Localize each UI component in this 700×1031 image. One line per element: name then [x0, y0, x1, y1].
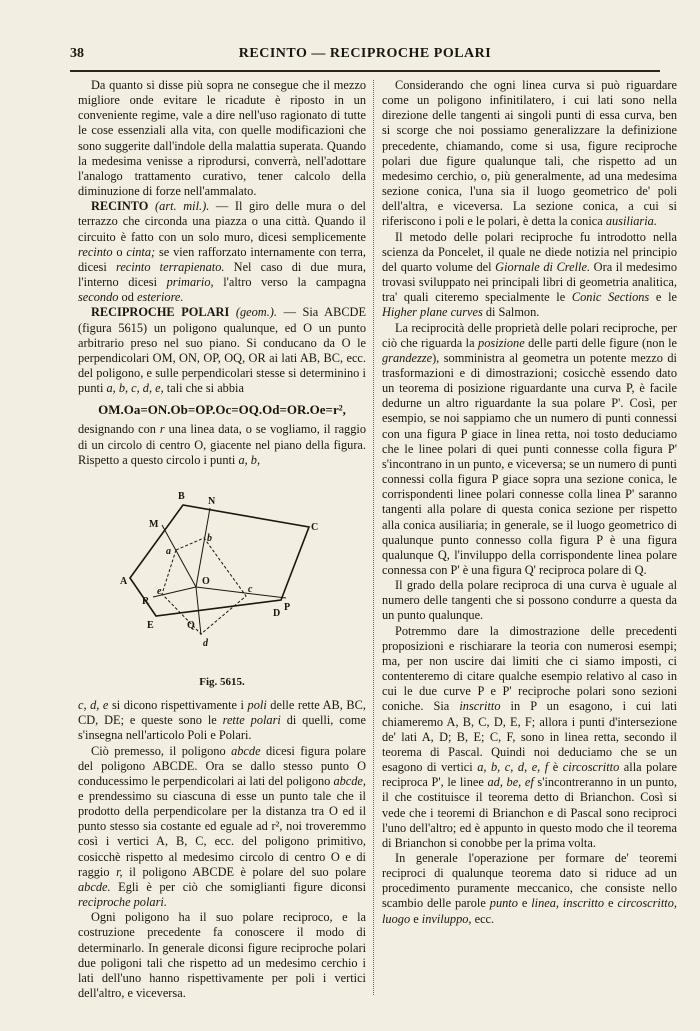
polygon-diagram — [78, 470, 366, 675]
text-span: di Salmon. — [482, 305, 540, 320]
text-span: Nel caso di due mura, l'interno dicesi — [78, 259, 366, 290]
label-a: a — [166, 545, 171, 557]
italic-span: primario, — [166, 275, 214, 290]
italic-span: Higher plane curves — [382, 305, 483, 320]
text-span: od — [118, 290, 137, 305]
italic-span: recinto terrapienato. — [115, 259, 225, 274]
figure-caption: Fig. 5615. — [199, 675, 245, 688]
label-N: N — [208, 495, 216, 507]
entry-tag: (art. mil.). — [155, 199, 210, 214]
paragraph-ricadute: Da quanto si disse più sopra ne consegue che il mezzo migliore onde evitare le ricadute è riposto in un conveniente regime, vale a dire nell'uso ragionato di tutte le cose essenziali alla vita, con quelle modificazioni che sono suggerite dall'indole della malattia superata. Quando la medesima venisse a riprodursi, converrà, nell'adottare l'analogo trattamento curativo, tener calcolo della diminuzione di forze nell'ammalato. — [78, 78, 366, 199]
text-span: ecc. — [471, 911, 495, 926]
label-Q: Q — [187, 619, 195, 631]
italic-span: grandezze — [382, 350, 433, 365]
text-span: Ora il medesimo trovasi sviluppato nei principali libri di geometria analitica, tra' quali citeremo specialmente le — [382, 259, 677, 305]
label-e: e — [157, 585, 162, 597]
text-span: ), somministra al geometra un potente mezzo di trasformazioni e di dimostrazioni; cosicchè essendo dato un teorema di posizione riguardante una curva P, è facile dedurne un altro riguardante la sua polare P'. Così, per esempio, se noi sappiamo che un numero di punti connessi con una figura P giace in linea retta, noi tosto deduciamo che le linee polari di quei punti connesse colla figura P' s'incontrano in un punto, e viceversa; se un numero di punti connessi colla figura P giace sopra una sezione conica, le corrispondenti linee polari connesse colla linea P' saranno tangenti alla polare di questa conica sezione per rispetto alla conica ausiliaria; in generale, se il luogo geometrico di qualunque punto connesso colla figura P è una figura qualunque Q, l'inviluppo della corrispondente linea polare connessa con P' è una figura Q' reciproca polare di Q. — [382, 350, 677, 577]
paragraph-dimostrazione — [382, 624, 677, 851]
paragraph-grado: Il grado della polare reciproca di una curva è uguale al numero delle tangenti che si possono condurre a questa da un punto qualunque. — [382, 578, 677, 623]
text-span: La reciprocità delle proprietà delle polari reciproche, per ciò che riguarda la — [382, 320, 677, 350]
italic-span: r — [159, 422, 165, 437]
paragraph-poli — [78, 698, 366, 743]
right-column — [382, 78, 677, 927]
label-P: P — [284, 601, 291, 613]
label-C: C — [311, 521, 319, 533]
text-span: tali che si abbia — [163, 381, 244, 396]
entry-reciproche-polari — [78, 305, 366, 396]
italic-span: circoscritto — [562, 760, 620, 775]
paragraph-ogni-poligono: Ogni poligono ha il suo polare reciproco, e la costruzione precedente fa conoscere il modo di determinarlo. In generale diconsi figure reciproche polari due poligoni tali che rispetto ad un medesimo cerchio i lati dell'uno hanno rispettivamente per poli i vertici dell'altro, e viceversa. — [78, 910, 366, 1001]
text-span: e le — [649, 290, 677, 305]
text-span: si dicono rispettivamente i — [108, 698, 248, 713]
page-number: 38 — [70, 46, 84, 61]
italic-span: posizione — [478, 335, 525, 350]
italic-span: abcde — [231, 743, 261, 758]
paragraph-reciprocita — [382, 321, 677, 579]
text-span: Ciò premesso, il poligono — [91, 743, 232, 758]
italic-span: secondo — [78, 290, 119, 305]
italic-span: circoscritto, luogo — [382, 896, 677, 926]
text-span: se vien rafforzato internamente con terra, dicesi — [78, 244, 366, 274]
italic-span: inviluppo, — [421, 911, 472, 926]
text-span: l'altro verso la campagna — [213, 275, 366, 290]
text-span: e — [410, 911, 422, 926]
text-span: Il metodo delle polari reciproche fu introdotto nella scienza da Poncelet, il quale ne diede notizia nel principio del quarto volume del — [382, 229, 677, 274]
text-span: Egli è per ciò che somiglianti figure diconsi — [110, 879, 366, 894]
italic-span: r, — [116, 864, 123, 879]
text-span: alla polare reciproca P', le linee — [382, 760, 677, 790]
text-span: delle parti delle figure (non le — [524, 335, 677, 350]
text-span: — Il giro delle mura o del terrazzo che circonda una piazza o una città. Quando il circuito è fatto con un solo muro, dicesi semplicemente — [78, 199, 366, 244]
page-header — [70, 46, 660, 66]
entry-tag: (geom.). — [235, 305, 277, 320]
text-span: Considerando che ogni linea curva si può riguardare come un poligono infinitilatero, i cui lati sono nella direzione delle tangenti ai singoli punti di essa curva, ben si scorge che noi possiamo generalizzare la definizione precedente, chiamando, come si usa, figure reciproche polari due figure qualunque tali, che rispetto ad un medesimo cerchio, o, più generalmente, ad una medesima sezione conica, l'una sia il luogo geometrico de' poli dell'altra, e viceversa. La sezione conica, a cui si riferiscono i poli e le polari, è detta la conica — [382, 78, 677, 229]
italic-span: abcde, — [333, 773, 366, 788]
paragraph-premesso — [78, 744, 366, 911]
italic-span: ausiliaria. — [605, 214, 657, 229]
text-span: è — [548, 760, 563, 775]
label-A: A — [120, 575, 128, 587]
text-span: il poligono ABCDE è polare del suo polare — [122, 864, 367, 879]
italic-span: a, b, — [238, 452, 261, 467]
italic-span: Conic Sections — [571, 290, 650, 305]
text-span: e prendessimo su ciascuna di esse un punto tale che il prodotto della perpendicolare per la distanza tra O ed il punto stesso sia costante ed eguale ad r², noi troveremmo così i vertici A, B, C, ecc. del poligono primitivo, cosicchè rispetto al medesimo circolo di centro O e di raggio — [78, 789, 366, 879]
text-span: o — [112, 244, 127, 259]
italic-span: Giornale di Crelle. — [495, 259, 591, 274]
text-span: designando con — [78, 422, 160, 437]
paragraph-designando — [78, 422, 366, 467]
label-E: E — [147, 619, 154, 631]
formula: OM.Oa=ON.Ob=OP.Oc=OQ.Od=OR.Oe=r², — [98, 402, 346, 418]
text-span: una linea data, o se vogliamo, il raggio di un circolo di centro O, giacente nel piano della figura. Rispetto a questo circolo i punti — [78, 422, 366, 467]
text-span: e — [517, 896, 532, 911]
entry-term-recinto: RECINTO — [91, 199, 149, 214]
paragraph-poncelet — [382, 230, 677, 321]
entry-term-reciproche: RECIPROCHE POLARI — [91, 305, 230, 320]
label-M: M — [149, 518, 159, 530]
label-R: R — [142, 595, 150, 607]
italic-span: abcde. — [78, 879, 111, 894]
running-title: RECINTO — RECIPROCHE POLARI — [238, 46, 492, 61]
text-span: s'incontreranno in un punto, il che costituisce il teorema detto di Brianchon. Così si vede che i teoremi di Brianchon e di Pascal sono reciproci l'uno dell'altro; ed è appunto in questo modo che il teorema di Brianchon si conobbe per la prima volta. — [382, 775, 678, 850]
label-O: O — [202, 575, 210, 587]
left-column — [78, 78, 366, 1001]
label-c: c — [248, 583, 253, 595]
perpendicular-op — [196, 587, 286, 598]
label-B: B — [178, 490, 185, 502]
text-span: Potremmo dare la dimostrazione delle precedenti proposizioni e rischiarare la teoria con numerosi esempi; ma, per non uscire dai limiti che ci siamo imposti, ci contenteremo di citare qualche esempio relativo al caso in cui le due curve P e P' reciproche polari sono sezioni coniche. Sia — [382, 623, 677, 714]
label-b: b — [207, 532, 212, 544]
italic-span: poli — [247, 698, 267, 713]
italic-span: punto — [489, 896, 518, 911]
text-span: di quelli, come s'insegna nell'articolo Poli e Polari. — [78, 713, 366, 743]
italic-span: reciproche polari. — [78, 895, 167, 910]
italic-span: inscritto — [459, 699, 501, 714]
italic-span: cinta; — [126, 244, 156, 259]
text-span: in P un esagono, i cui lati chiameremo A, B, C, D, E, F; allora i punti d'intersezione de' lati A, D; B, E; C, F, sono in linea retta, secondo il teorema di Pascal. Quindi noi deduciamo che se un esagono di vertici — [382, 699, 677, 775]
text-span: In generale l'operazione per formare de' teoremi reciproci di qualunque teorema dato si riduce ad un procedimento puramente meccanico, che consiste nello scambio delle parole — [382, 850, 677, 911]
text-span: — Sia ABCDE (figura 5615) un poligono qualunque, ed O un punto arbitrario preso nel suo piano. Si conducano da O le perpendicolari OM, ON, OP, OQ, OR ai lati AB, BC, ecc. del poligono, e sulle perpendicolari stesse si determinino i punti — [78, 305, 367, 396]
italic-span: a, b, c, d, e, — [106, 381, 164, 396]
figure-5615 — [78, 470, 366, 675]
italic-span: a, b, c, d, e, f — [477, 760, 549, 775]
paragraph-in-generale — [382, 851, 677, 927]
italic-span: esteriore. — [136, 290, 184, 305]
text-span: dicesi figura polare del poligono ABCDE. Ora se dallo stesso punto O conducessimo le perpendicolari ai lati del poligono — [78, 743, 366, 788]
text-span: e — [604, 896, 618, 911]
italic-span: c, d, e — [78, 698, 109, 713]
vertex-labels — [120, 491, 318, 649]
label-D: D — [273, 607, 281, 619]
header-rule — [70, 70, 660, 72]
column-divider — [373, 80, 374, 995]
entry-recinto — [78, 199, 366, 305]
paragraph-curva — [382, 78, 677, 230]
italic-span: rette polari — [222, 713, 281, 728]
italic-span: ad, be, ef — [487, 775, 534, 790]
italic-span: recinto — [78, 244, 113, 259]
label-d: d — [203, 637, 208, 649]
text-span: delle rette AB, BC, CD, DE; e queste sono le — [78, 698, 366, 728]
italic-span: linea, inscritto — [531, 896, 605, 911]
